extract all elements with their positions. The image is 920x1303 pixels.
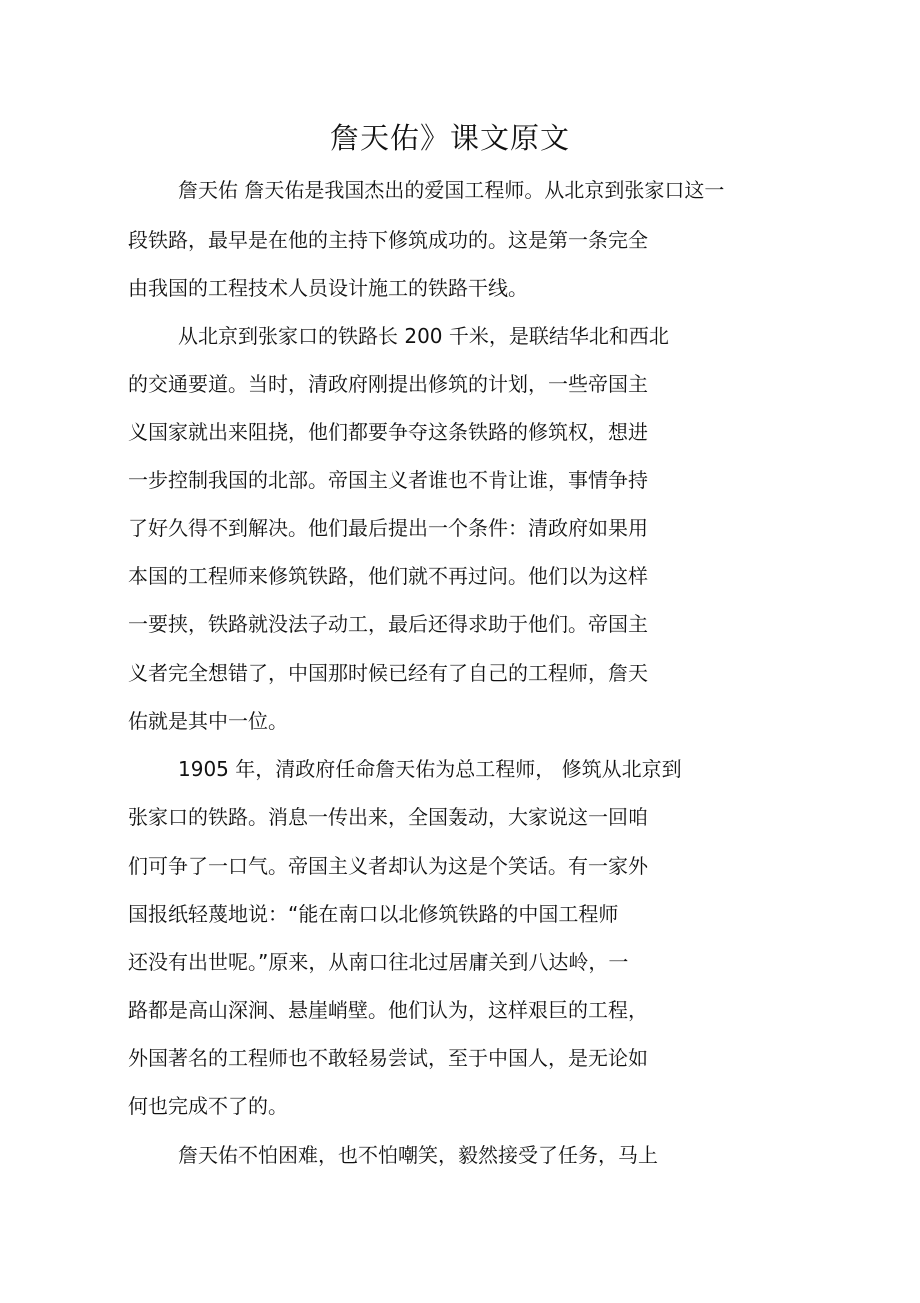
text-line: 一要挟，铁路就没法子动工，最后还得求助于他们。帝国主 xyxy=(128,612,648,636)
text-line: 詹天佑不怕困难，也不怕嘲笑，毅然接受了任务，马上 xyxy=(178,1143,658,1167)
text-line: 何也完成不了的。 xyxy=(128,1094,288,1118)
text-line: 段铁路，最早是在他的主持下修筑成功的。这是第一条完全 xyxy=(128,228,648,252)
text-line: 们可争了一口气。帝国主义者却认为这是个笑话。有一家外 xyxy=(128,854,648,878)
text-line: 本国的工程师来修筑铁路，他们就不再过问。他们以为这样 xyxy=(128,564,648,588)
text-line: 佑就是其中一位。 xyxy=(128,709,288,733)
text-line: 国报纸轻蔑地说：“能在南口以北修筑铁路的中国工程师 xyxy=(128,902,619,926)
text-line: 从北京到张家口的铁路长 200 千米，是联结华北和西北 xyxy=(178,324,669,348)
text-line: 义者完全想错了，中国那时候已经有了自己的工程师，詹天 xyxy=(128,661,648,685)
text-line: 还没有出世呢。”原来，从南口往北过居庸关到八达岭，一 xyxy=(128,950,629,974)
text-line: 张家口的铁路。消息一传出来，全国轰动，大家说这一回咱 xyxy=(128,805,648,829)
text-line: 由我国的工程技术人员设计施工的铁路干线。 xyxy=(128,276,528,300)
text-line: 詹天佑 詹天佑是我国杰出的爱国工程师。从北京到张家口这一 xyxy=(178,178,725,202)
text-line: 一步控制我国的北部。帝国主义者谁也不肯让谁，事情争持 xyxy=(128,468,648,492)
text-line: 的交通要道。当时，清政府刚提出修筑的计划，一些帝国主 xyxy=(128,372,648,396)
text-line: 1905 年，清政府任命詹天佑为总工程师， 修筑从北京到 xyxy=(178,757,682,781)
text-line: 路都是高山深涧、悬崖峭壁。他们认为，这样艰巨的工程， xyxy=(128,998,648,1022)
text-line: 外国著名的工程师也不敢轻易尝试，至于中国人，是无论如 xyxy=(128,1046,648,1070)
text-line: 义国家就出来阻挠，他们都要争夺这条铁路的修筑权，想进 xyxy=(128,420,648,444)
text-line: 了好久得不到解决。他们最后提出一个条件：清政府如果用 xyxy=(128,516,648,540)
document-title: 詹天佑》课文原文 xyxy=(329,121,570,155)
